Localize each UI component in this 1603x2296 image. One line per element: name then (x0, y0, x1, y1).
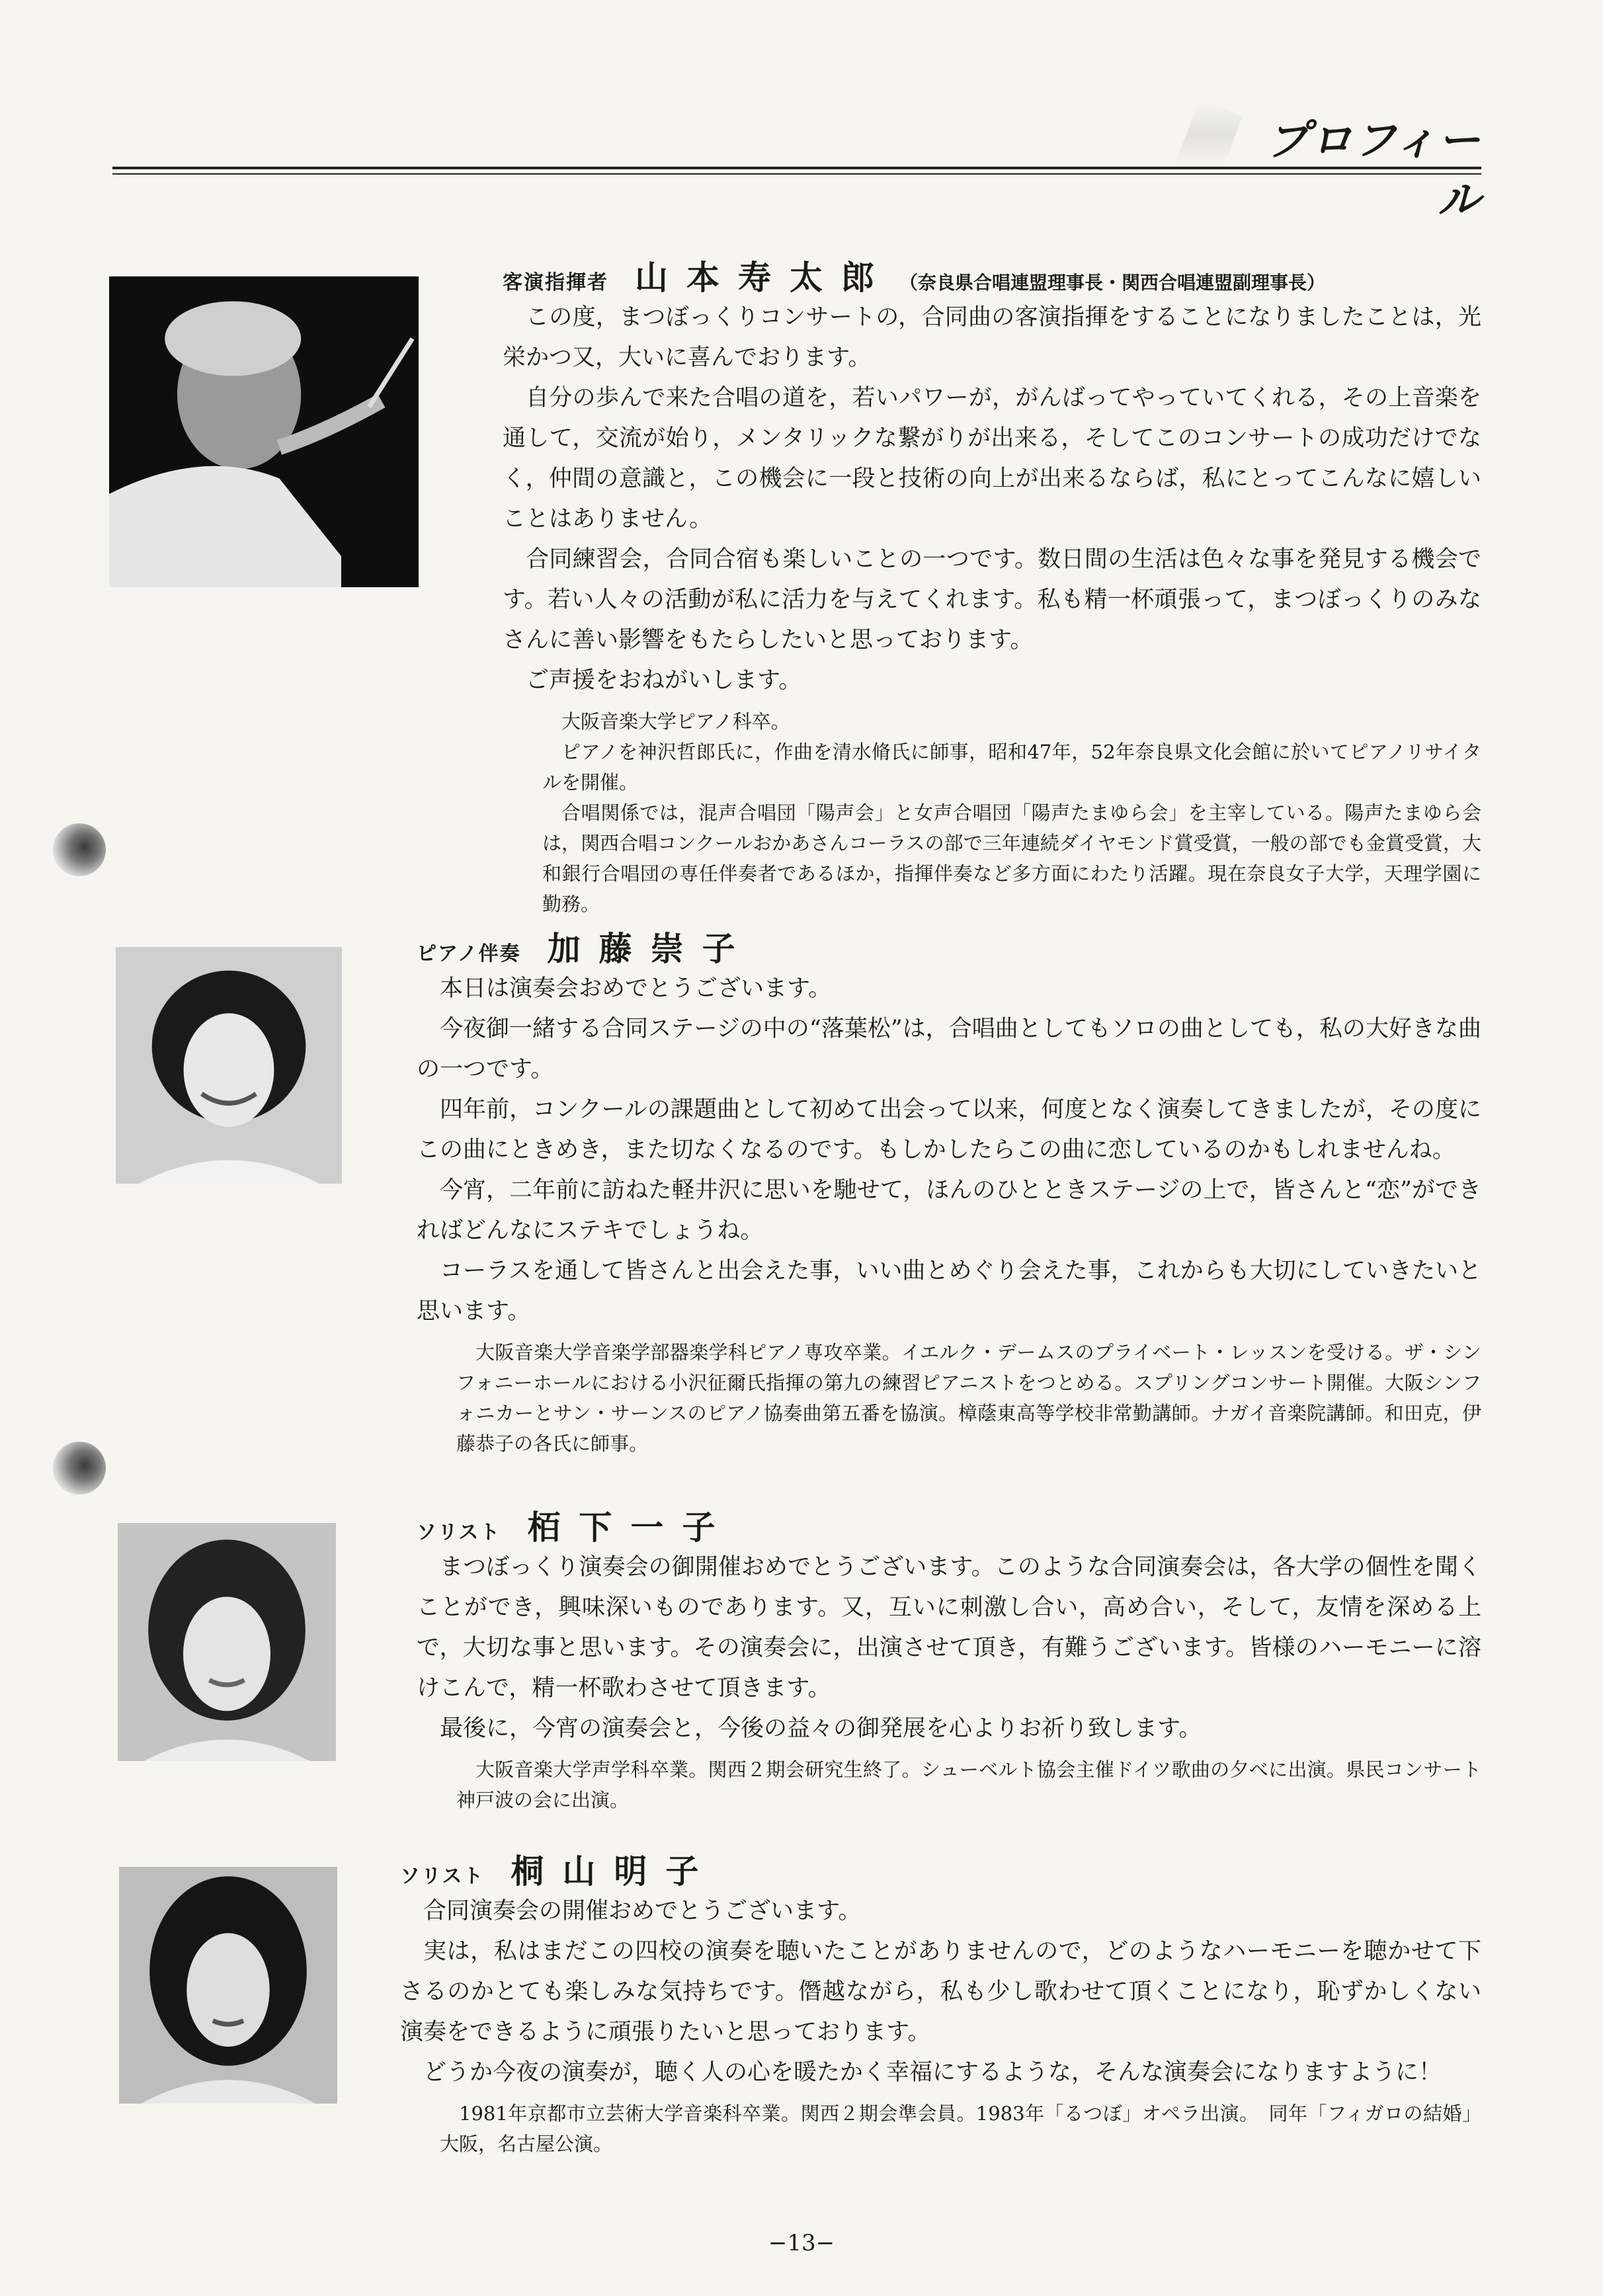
header-rule (112, 167, 1481, 169)
person-name: 桐山明子 (511, 1852, 718, 1891)
section-heading (503, 251, 1481, 298)
biography: 合唱関係では，混声合唱団「陽声会」と女声合唱団「陽声たまゆら会」を主宰している。陽声たまゆら会は，関西合唱コンクールおかあさんコーラスの部で三年連続ダイヤモンド賞受賞，一般の部でも金賞受賞，大和銀行合唱団の専任伴奏者であるほか，指揮伴奏など多方面にわたり活躍。現在奈良女子大学，天理学園に勤務。 (542, 801, 1481, 915)
binder-hole (53, 823, 106, 876)
biography: ピアノを神沢哲郎氏に，作曲を清水脩氏に師事，昭和47年，52年奈良県文化会館に於いてピアノリサイタルを開催。 (542, 741, 1481, 794)
section-conductor (503, 251, 1481, 919)
biography: 大阪音楽大学声学科卒業。関西２期会研究生終了。シューベルト協会主催ドイツ歌曲の夕べに出演。県民コンサート神戸波の会に出演。 (456, 1758, 1481, 1811)
role-label: ソリスト (417, 1521, 501, 1544)
role-label: ピアノ伴奏 (417, 942, 521, 965)
biography: 大阪音楽大学音楽学部器楽学科ピアノ専攻卒業。イエルク・デームスのプライベート・レッスンを受ける。ザ・シンフォニーホールにおける小沢征爾氏指揮の第九の練習ピアニストをつとめる。スプリングコンサート開催。大阪シンフォニカーとサン・サーンスのピアノ協奏曲第五番を協演。樟蔭東高等学校非常勤講師。ナガイ音楽院講師。和田克，伊藤恭子の各氏に師事。 (456, 1341, 1481, 1455)
page-section-title: プロフィール (1266, 116, 1481, 225)
section-soloist-1 (417, 1501, 1481, 1815)
person-name: 山本寿太郎 (635, 259, 893, 297)
biography: 1981年京都市立芸術大学音楽科卒業。関西２期会準会員。1983年「るつぼ」オペラ出演。 同年「フィガロの結婚」大阪，名古屋公演。 (440, 2102, 1481, 2155)
message-paragraph: 合同演奏会の開催おめでとうございます。 (423, 1898, 862, 1924)
message-paragraph: 自分の歩んで来た合唱の道を，若いパワーが，がんばってやっていてくれる，その上音楽を通して，交流が始り，メンタリックな繋がりが出来る，そしてこのコンサートの成功だけでなく，仲間の意識と，この機会に一段と技術の向上が出来るならば，私にとってこんなに嬉しいことはありません。 (503, 385, 1481, 532)
role-label: 客演指揮者 (503, 271, 608, 294)
message-paragraph: まつぼっくり演奏会の御開催おめでとうございます。このような合同演奏会は，各大学の個性を聞くことができ，興味深いものであります。又，互いに刺激し合い，高め合い，そして，友情を深める上で，大切な事と思います。その演奏会に，出演させて頂き，有難うございます。皆様のハーモニーに溶けこんで，精一杯歌わさせて頂きます。 (417, 1554, 1481, 1702)
biography: 大阪音楽大学ピアノ科卒。 (561, 710, 790, 733)
role-label: ソリスト (400, 1865, 485, 1888)
message-paragraph: 実は，私はまだこの四校の演奏を聴いたことがありませんので，どのようなハーモニーを聴かせて下さるのかとても楽しみな気持ちです。僭越ながら，私も少し歌わせて頂くことになり，恥ずかしくない演奏をできるように頑張りたいと思っております。 (400, 1938, 1481, 2045)
affiliation: （奈良県合唱連盟理事長・関西合唱連盟副理事長） (899, 272, 1326, 294)
section-soloist-2 (400, 1845, 1481, 2159)
section-piano (417, 922, 1481, 1459)
message-paragraph: 今宵，二年前に訪ねた軽井沢に思いを馳せて，ほんのひとときステージの上で，皆さんと“恋”ができればどんなにステキでしょうね。 (417, 1177, 1481, 1244)
paper-smudge (1172, 101, 1243, 191)
pianist-photo (116, 947, 342, 1184)
soloist-photo (119, 1867, 337, 2104)
person-name: 加藤崇子 (547, 930, 754, 968)
page-number: −13− (768, 2230, 835, 2256)
message-paragraph: 今夜御一緒する合同ステージの中の“落葉松”は，合唱曲としてもソロの曲としても，私の大好きな曲の一つです。 (417, 1016, 1481, 1083)
message-paragraph: 合同練習会，合同合宿も楽しいことの一つです。数日間の生活は色々な事を発見する機会です。若い人々の活動が私に活力を与えてくれます。私も精一杯頑張って，まつぼっくりのみなさんに善い影響をもたらしたいと思っております。 (503, 546, 1481, 653)
person-name: 栢下一子 (527, 1508, 734, 1547)
message-paragraph: ご声援をおねがいします。 (526, 667, 802, 694)
binder-hole (53, 1442, 106, 1495)
message-paragraph: この度，まつぼっくりコンサートの，合同曲の客演指揮をすることになりましたことは，光栄かつ又，大いに喜んでおります。 (503, 304, 1481, 371)
message-paragraph: 本日は演奏会おめでとうございます。 (440, 975, 832, 1002)
message-paragraph: コーラスを通して皆さんと出会えた事，いい曲とめぐり会えた事，これからも大切にしていきたいと思います。 (417, 1258, 1481, 1325)
section-heading (400, 1845, 1481, 1891)
section-heading (417, 922, 1481, 969)
section-heading (417, 1501, 1481, 1547)
message-paragraph: 四年前，コンクールの課題曲として初めて出会って以来，何度となく演奏してきましたが，その度にこの曲にときめき，また切なくなるのです。もしかしたらこの曲に恋しているのかもしれませんね。 (417, 1096, 1481, 1163)
header-rule-thin (112, 173, 1481, 175)
soloist-photo (118, 1523, 336, 1761)
message-paragraph: どうか今夜の演奏が，聴く人の心を暖たかく幸福にするような，そんな演奏会になりますように！ (423, 2059, 1442, 2086)
message-paragraph: 最後に，今宵の演奏会と，今後の益々の御発展を心よりお祈り致します。 (440, 1715, 1202, 1742)
conductor-photo (109, 276, 419, 587)
